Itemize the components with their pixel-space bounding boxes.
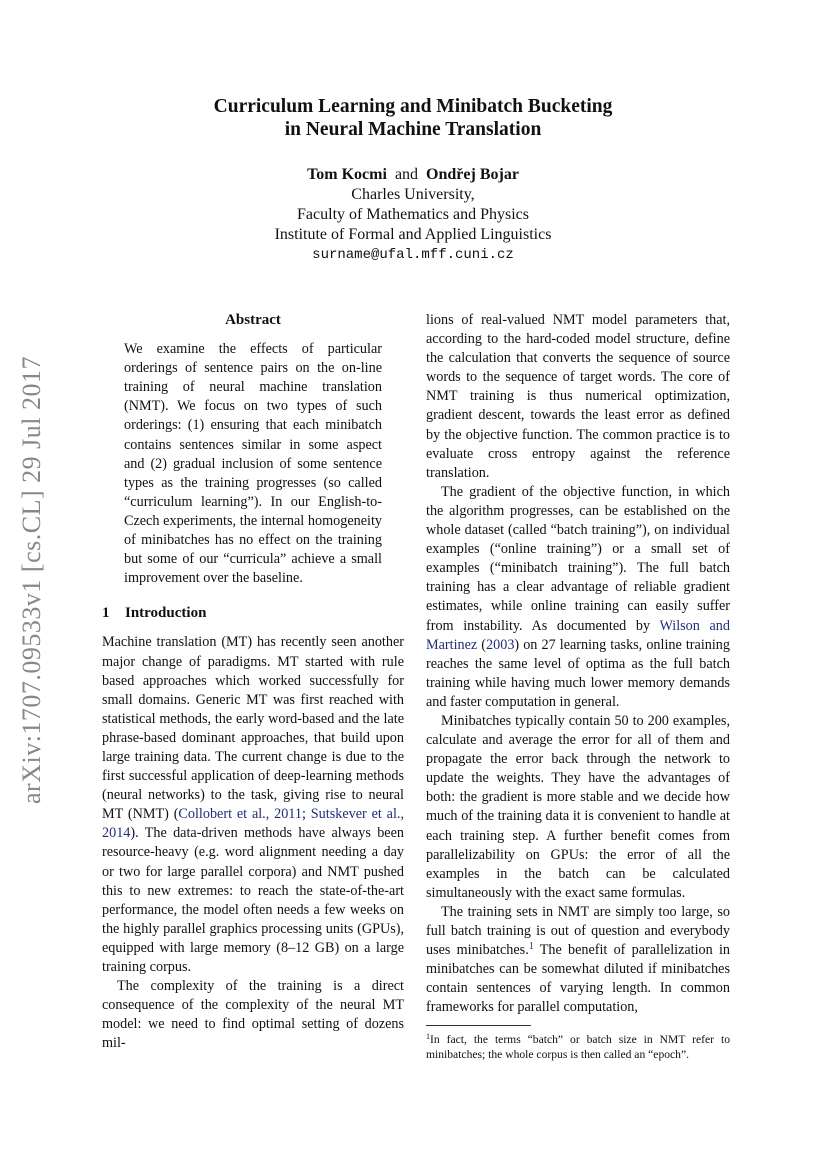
right-column — [426, 311, 730, 1062]
abstract-text: We examine the effects of particular orderings of sentence pairs on the on-line training of neural machine translation (NMT). We focus on two types of such orderings: (1) ensuring that each minibatch contains sentences similar in some aspect and (2) gradual inclusion of some sentence types as the training progresses (so called “curriculum learning”). In our English-to-Czech experiments, the internal homogeneity of minibatches has no effect on the training but some of our “curricula” achieve a small improvement over the baseline. — [124, 341, 382, 587]
section-heading — [102, 604, 404, 623]
intro-paragraph-5: The training sets in NMT are simply too large, so full batch training is out of question and everybody uses minibatches.$^1$ The benefit of parallelization in minibatches can be somewhat diluted if minibatches contain sentences of varying length. In common frameworks for parallel computation, — [426, 903, 730, 1016]
citation-link[interactable]: Collobert et al., 2011 — [178, 806, 302, 823]
intro-paragraph-2: The complexity of the training is a direct consequence of the complexity of the neural MT model: we need to find optimal setting of dozens mil- — [102, 978, 404, 1052]
paper-title — [0, 95, 826, 141]
author-names — [0, 165, 826, 185]
intro-paragraph-3: The gradient of the objective function, in which the algorithm progresses, can be established on the whole dataset (called “batch training”), on individual examples (“online training”) or a small set of examples (“minibatch training”). The full batch training has a clear advantage of reliable gradient estimates, while online training can easily suffer from instability. As documented by Wilson and Martinez (2003) on 27 learning tasks, online training reaches the same level of optima as the full batch training while having much lower memory demands and faster computation in general. — [426, 483, 730, 710]
title-line-2: in Neural Machine Translation — [284, 119, 542, 140]
section-number: 1 — [102, 605, 110, 622]
section-title: Introduction — [125, 605, 207, 622]
affiliation-3: Institute of Formal and Applied Linguistics — [274, 226, 552, 243]
author-email: surname@ufal.mff.cuni.cz — [312, 247, 514, 263]
left-column — [102, 311, 404, 1053]
footnote-text: In fact, the terms “batch” or batch size in NMT refer to minibatches; the whole corpus is then called an “epoch”. — [426, 1033, 730, 1062]
footnote-number: 1 — [426, 1032, 430, 1042]
intro-paragraph-2-continued: lions of real-valued NMT model parameters that, according to the hard-coded model structure, define the calculation that converts the sequence of source words to the sequence of target words. The core of NMT training is thus numerical optimization, gradient descent, towards the least error as defined by the objective function. The common practice is to evaluate cross entropy against the reference translation. — [426, 312, 730, 481]
footnote-divider — [426, 1025, 531, 1026]
footnote — [426, 1032, 730, 1062]
intro-paragraph-1: Machine translation (MT) has recently seen another major change of paradigms. MT started with rule based approaches which worked successfully for small domains. Generic MT was first reached with statistical methods, the early word-based and the late phrase-based dominant approaches, that build upon large training data. The current change is due to the first successful application of deep-learning methods (neural networks) to the task, giving rise to neural MT (NMT) (Collobert et al., 2011; Sutskever et al., 2014). The data-driven methods have always been resource-heavy (e.g. word alignment needing a day or two for large parallel corpora) and NMT pushed this to new extremes: to reach the state-of-the-art performance, the model often needs a few weeks on the highly parallel graphics processing units (GPUs), equipped with large memory (8–12 GB) on a large training corpus. — [102, 634, 404, 975]
citation-year-link[interactable]: 2003 — [486, 636, 515, 653]
affiliation-2: Faculty of Mathematics and Physics — [297, 206, 529, 223]
author-block — [0, 165, 826, 265]
footnote-marker[interactable]: 1 — [528, 941, 534, 953]
citation-link[interactable]: Sutskever et al., 2014 — [102, 806, 404, 842]
arxiv-stamp — [6, 340, 58, 820]
author-2: Ondřej Bojar — [426, 166, 519, 183]
abstract-heading: Abstract — [225, 312, 281, 328]
arxiv-stamp-text: arXiv:1707.09533v1 [cs.CL] 29 Jul 2017 — [17, 356, 46, 804]
title-line-1: Curriculum Learning and Minibatch Bucketing — [213, 96, 613, 117]
affiliation-1: Charles University, — [351, 186, 475, 203]
citation-link[interactable]: Wilson and Martinez — [426, 617, 730, 653]
author-1: Tom Kocmi — [307, 166, 387, 183]
author-and: and — [394, 166, 419, 183]
intro-paragraph-4: Minibatches typically contain 50 to 200 examples, calculate and average the error for all of them and propagate the error back through the network to update the weights. They have the advantages of both: the gradient is more stable and we decide how much of the training data it is convenient to handle at each training step. A further benefit comes from parallelizability on GPUs: the error of all the examples in the batch can be calculated simultaneously with the exact same formulas. — [426, 712, 730, 901]
